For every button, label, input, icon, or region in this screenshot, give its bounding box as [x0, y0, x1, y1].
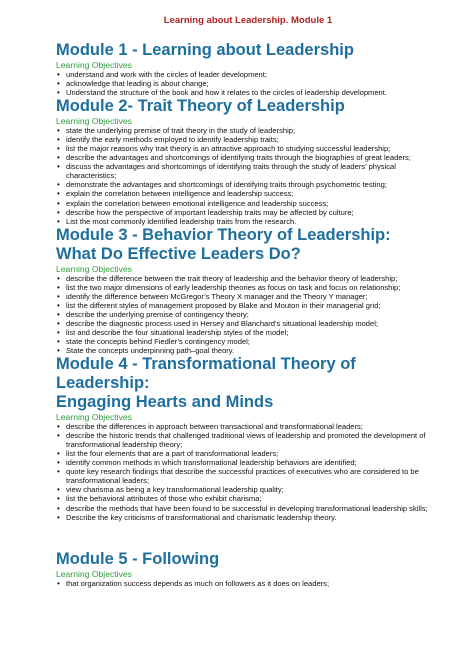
- list-item: • describe the underlying premise of contingency theory;: [66, 310, 440, 319]
- module-4-title-line1: Module 4 - Transformational Theory of Leadership:: [56, 355, 356, 393]
- module-4-title: [56, 355, 440, 412]
- module-1: [56, 41, 440, 97]
- module-3-title-line1: Module 3 - Behavior Theory of Leadership:: [56, 225, 391, 244]
- list-item: • view charisma as being a key transformational leadership quality;: [66, 485, 440, 494]
- list-item: • list the behavioral attributes of those who exhibit charisma;: [66, 494, 440, 503]
- module-3-title: [56, 226, 440, 264]
- objectives-list: [56, 274, 440, 355]
- learning-objectives-label: Learning Objectives: [56, 412, 132, 423]
- module-3-title-line2: What Do Effective Leaders Do?: [56, 244, 301, 263]
- list-item: • explain the correlation between intelligence and leadership success;: [66, 189, 440, 198]
- list-item: • describe the diagnostic process used in Hersey and Blanchard’s situational leadership model;: [66, 319, 440, 328]
- list-item: • list the different styles of management proposed by Blake and Mouton in their managerial grid;: [66, 301, 440, 310]
- list-item: • identify the early methods employed to identify leadership traits;: [66, 135, 440, 144]
- list-item: • explain the correlation between emotional intelligence and leadership success;: [66, 199, 440, 208]
- module-5-title: Module 5 - Following: [56, 549, 220, 568]
- list-item: • list the two major dimensions of early leadership theories as focus on task and focus on relationship;: [66, 283, 440, 292]
- learning-objectives-label: Learning Objectives: [56, 116, 132, 127]
- list-item: • list the four elements that are a part of transformational leaders;: [66, 449, 440, 458]
- module-1-title: Module 1 - Learning about Leadership: [56, 41, 354, 59]
- module-4-title-line2: Engaging Hearts and Minds: [56, 393, 274, 412]
- list-item: • identify common methods in which transformational leadership behaviors are identified;: [66, 458, 440, 467]
- learning-objectives-label: Learning Objectives: [56, 263, 132, 274]
- list-item: • describe the methods that have been found to be successful in developing transformational leadership skills;: [66, 504, 440, 513]
- module-2-title: Module 2- Trait Theory of Leadership: [56, 97, 345, 116]
- list-item: • list and describe the four situational leadership styles of the model;: [66, 328, 440, 337]
- objectives-list: [56, 126, 440, 226]
- list-item: • describe the difference between the trait theory of leadership and the behavior theory of leadership;: [66, 274, 440, 283]
- objectives-list: [56, 422, 440, 522]
- learning-objectives-label: Learning Objectives: [56, 60, 132, 70]
- list-item: • acknowledge that leading is about change;: [66, 79, 440, 88]
- list-item: • List the most commonly identified leadership traits from the research.: [66, 217, 440, 226]
- list-item: • understand and work with the circles of leader development;: [66, 70, 440, 79]
- module-3: [56, 226, 440, 355]
- learning-objectives-label: Learning Objectives: [56, 568, 132, 579]
- module-5: [56, 550, 440, 588]
- objectives-list: [56, 579, 440, 588]
- list-item: • describe the historic trends that challenged traditional views of leadership and promoted the development of transformational leadership theory;: [66, 431, 440, 449]
- list-item: • state the concepts behind Fiedler’s contingency model;: [66, 337, 440, 346]
- list-item: • describe how the perspective of important leadership traits may be affected by culture;: [66, 208, 440, 217]
- list-item: • Understand the structure of the book and how it relates to the circles of leadership development.: [66, 88, 440, 97]
- list-item: • State the concepts underpinning path–goal theory.: [66, 346, 440, 355]
- list-item: • demonstrate the advantages and shortcomings of identifying traits through psychometric testing;: [66, 180, 440, 189]
- module-4: [56, 355, 440, 522]
- list-item: • state the underlying premise of trait theory in the study of leadership;: [66, 126, 440, 135]
- module-2: [56, 97, 440, 226]
- list-item: • Describe the key criticisms of transformational and charismatic leadership theory.: [66, 513, 440, 522]
- list-item: • describe the advantages and shortcomings of identifying traits through the biographies of great leaders;: [66, 153, 440, 162]
- list-item: • identify the difference between McGregor’s Theory X manager and the Theory Y manager;: [66, 292, 440, 301]
- list-item: • list the major reasons why trait theory is an attractive approach to studying successful leadership;: [66, 144, 440, 153]
- page-header: Learning about Leadership. Module 1: [163, 15, 333, 26]
- objectives-list: [56, 70, 440, 97]
- list-item: • discuss the advantages and shortcomings of identifying traits through the study of leaders’ physical characteristics;: [66, 162, 440, 180]
- list-item: • describe the differences in approach between transactional and transformational leaders;: [66, 422, 440, 431]
- list-item: • quote key research findings that describe the successful practices of executives who are considered to be transformational leaders;: [66, 467, 440, 485]
- list-item: • that organization success depends as much on followers as it does on leaders;: [66, 579, 440, 588]
